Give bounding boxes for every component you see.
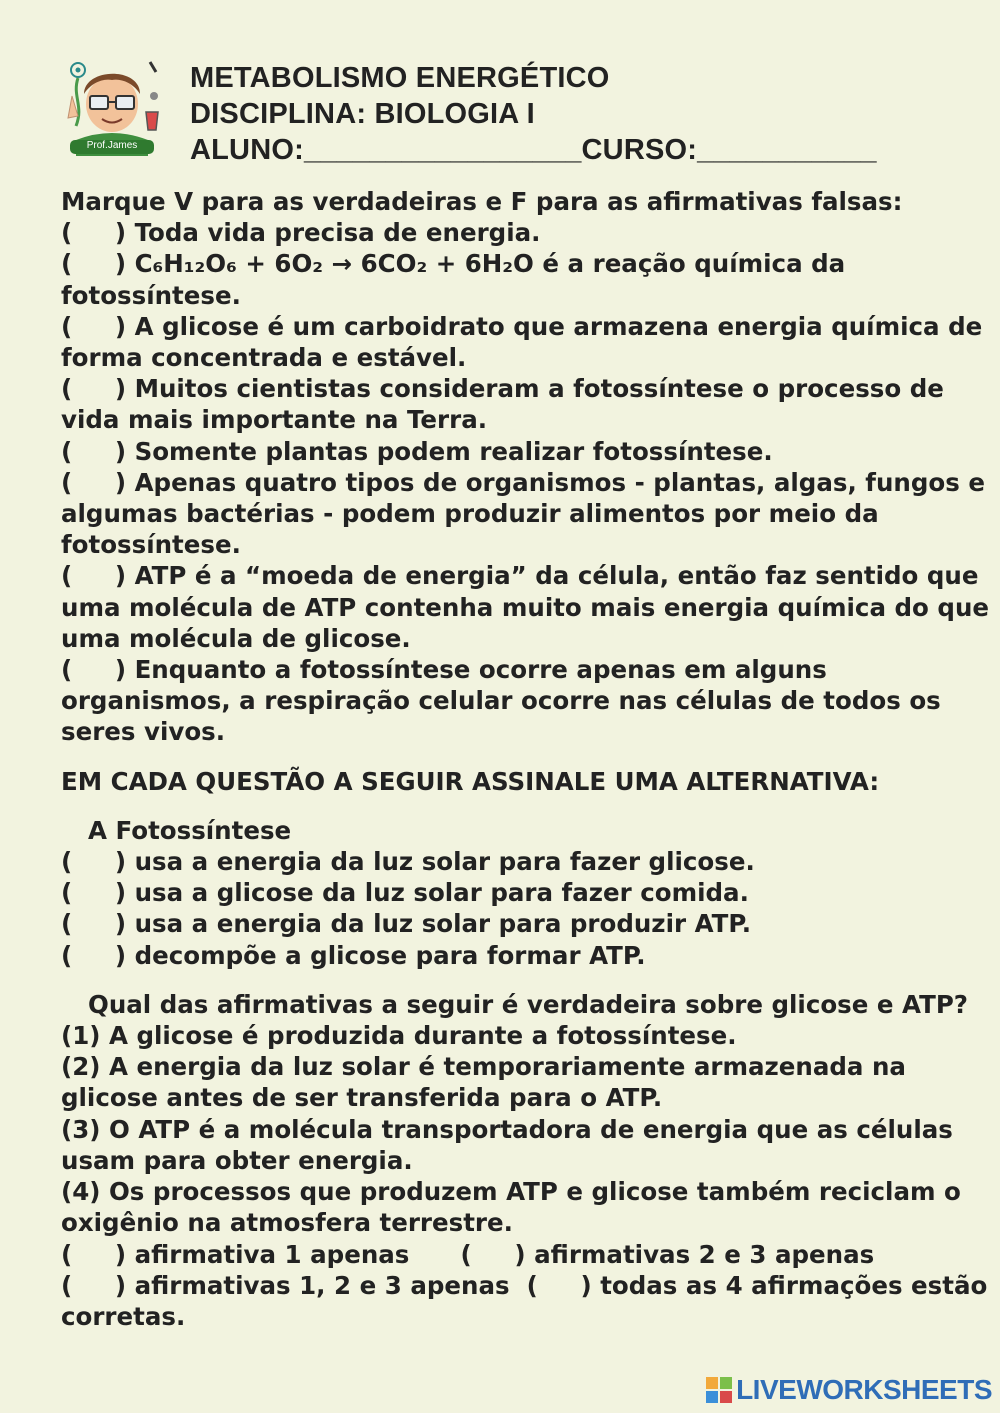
answer-option[interactable]: ( ) usa a energia da luz solar para fazer glicose. bbox=[61, 847, 755, 877]
liveworksheets-logo bbox=[706, 1375, 992, 1405]
tf-line: forma concentrada e estável. bbox=[61, 343, 467, 373]
liveworksheets-logo-icon bbox=[706, 1377, 732, 1403]
answer-option-row[interactable]: ( ) afirmativa 1 apenas ( ) afirmativas 2 e 3 apenas bbox=[61, 1239, 875, 1269]
tf-line: ( ) Enquanto a fotossíntese ocorre apenas em alguns bbox=[61, 655, 827, 685]
tf-line: ( ) C₆H₁₂O₆ + 6O₂ → 6CO₂ + 6H₂O é a reação química da bbox=[61, 249, 846, 279]
answer-option[interactable]: ( ) usa a glicose da luz solar para fazer comida. bbox=[61, 878, 749, 908]
brand-name: LIVEWORKSHEETS bbox=[736, 1374, 992, 1405]
statement-line: (4) Os processos que produzem ATP e glicose também reciclam o bbox=[61, 1177, 961, 1207]
student-course-line: ALUNO:_________________CURSO:___________ bbox=[190, 134, 877, 166]
tf-line: uma molécula de ATP contenha muito mais energia química do que bbox=[61, 592, 989, 622]
statement-line: (2) A energia da luz solar é temporariamente armazenada na bbox=[61, 1052, 906, 1082]
statement-line: glicose antes de ser transferida para o ATP. bbox=[61, 1083, 663, 1113]
worksheet-header bbox=[62, 56, 962, 166]
tf-line: ( ) Somente plantas podem realizar fotossíntese. bbox=[61, 436, 773, 466]
teacher-avatar bbox=[62, 56, 162, 156]
statement-line: (3) O ATP é a molécula transportadora de energia que as células bbox=[61, 1114, 953, 1144]
tf-line: organismos, a respiração celular ocorre nas células de todos os bbox=[61, 686, 941, 716]
tf-line: ( ) A glicose é um carboidrato que armazena energia química de bbox=[61, 311, 983, 341]
tf-line: ( ) Toda vida precisa de energia. bbox=[61, 218, 541, 248]
multiple-choice-heading: EM CADA QUESTÃO A SEGUIR ASSINALE UMA ALTERNATIVA: bbox=[61, 766, 880, 796]
question-title: A Fotossíntese bbox=[88, 815, 292, 845]
statement-line: usam para obter energia. bbox=[61, 1145, 413, 1175]
answer-option[interactable]: ( ) decompõe a glicose para formar ATP. bbox=[61, 940, 646, 970]
tf-line: fotossíntese. bbox=[61, 280, 241, 310]
tf-line: fotossíntese. bbox=[61, 530, 241, 560]
worksheet-title: METABOLISMO ENERGÉTICO bbox=[190, 62, 610, 94]
question-title: Qual das afirmativas a seguir é verdadeira sobre glicose e ATP? bbox=[88, 989, 968, 1019]
avatar-label: Prof.James bbox=[86, 140, 138, 151]
tf-line: ( ) ATP é a “moeda de energia” da célula, então faz sentido que bbox=[61, 561, 979, 591]
true-false-instruction: Marque V para as verdadeiras e F para as afirmativas falsas: bbox=[61, 187, 903, 216]
answer-option[interactable]: ( ) usa a energia da luz solar para produzir ATP. bbox=[61, 909, 752, 939]
tf-line: algumas bactérias - podem produzir alimentos por meio da bbox=[61, 499, 879, 529]
discipline-line: DISCIPLINA: BIOLOGIA I bbox=[190, 98, 535, 130]
answer-option-row[interactable]: ( ) afirmativas 1, 2 e 3 apenas ( ) todas as 4 afirmações estão bbox=[61, 1270, 988, 1300]
tf-line: ( ) Apenas quatro tipos de organismos - plantas, algas, fungos e bbox=[61, 467, 985, 497]
statement-line: (1) A glicose é produzida durante a fotossíntese. bbox=[61, 1021, 737, 1051]
worksheet-body bbox=[61, 186, 989, 1332]
tf-line: seres vivos. bbox=[61, 717, 226, 747]
tf-line: ( ) Muitos cientistas consideram a fotossíntese o processo de bbox=[61, 374, 944, 404]
tf-line: vida mais importante na Terra. bbox=[61, 405, 488, 435]
tf-line: uma molécula de glicose. bbox=[61, 623, 411, 653]
answer-option-row: corretas. bbox=[61, 1301, 186, 1331]
statement-line: oxigênio na atmosfera terrestre. bbox=[61, 1208, 513, 1238]
